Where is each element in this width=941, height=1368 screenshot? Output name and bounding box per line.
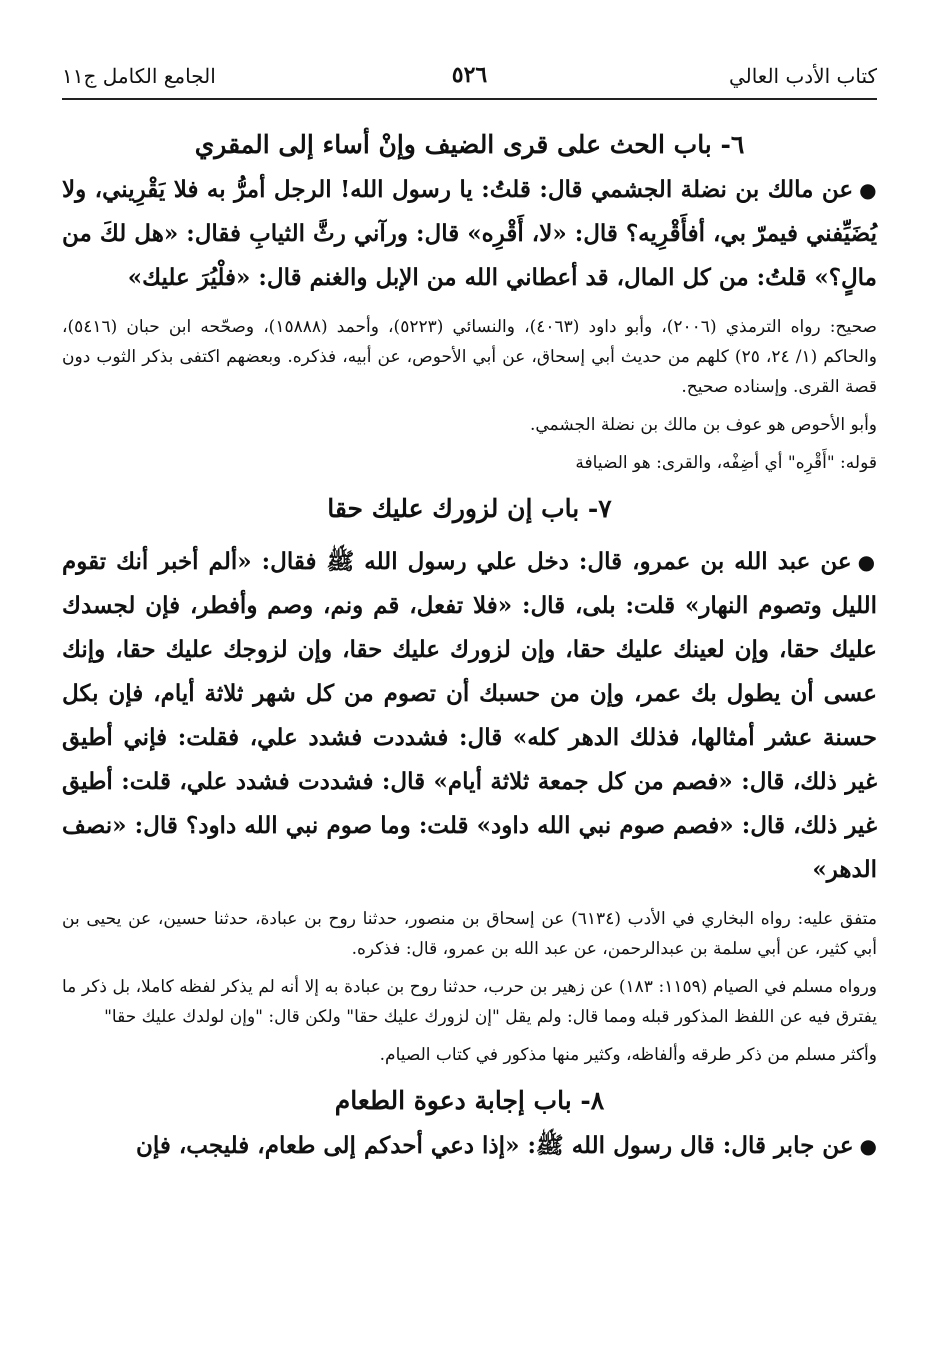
takhrij-note: ورواه مسلم في الصيام (١١٥٩: ١٨٣) عن زهير بن حرب، حدثنا روح بن عبادة به إلا أنه لم يذكر لفظه كاملا، بل ذكر ما يفترق فيه عن اللفظ المذكور قبله ومما قال: ولم يقل "إن لزورك عليك حقا" ولكن قال: "وإن لولدك عليك حقا" xyxy=(62,977,877,1027)
hadith-text xyxy=(62,540,877,892)
hadith-body: عن عبد الله بن عمرو، قال: دخل علي رسول الله ﷺ فقال: «ألم أخبر أنك تقوم الليل وتصوم النهار» قلت: بلى، قال: «فلا تفعل، قم ونم، وصم وأفطر، فإن لجسدك عليك حقا، وإن لعينك عليك حقا، وإن لزورك عليك حقا، وإن لزوجك عليك حقا، وإنك عسى أن يطول بك عمر، وإن من حسبك أن تصوم من كل شهر ثلاثة أيام، فإن بكل حسنة عشر أمثالها، فذلك الدهر كله» قال: فشددت فشدد علي، فقلت: فإني أطيق غير ذلك، قال: «فصم من كل جمعة ثلاثة أيام» قال: فشددت فشدد علي، قلت: أطيق غير ذلك، قال: «فصم صوم نبي الله داود» قلت: وما صوم نبي الله داود؟ قال: «نصف الدهر» xyxy=(62,548,877,883)
chapter-title: ٧- باب إن لزورك عليك حقا xyxy=(327,494,612,523)
narrator-note: وأبو الأحوص هو عوف بن مالك بن نضلة الجشمي. xyxy=(529,415,877,435)
hadith-body: عن جابر قال: قال رسول الله ﷺ: «إذا دعي أحدكم إلى طعام، فليجب، فإن xyxy=(135,1132,854,1159)
chapter-title: ٦- باب الحث على قرى الضيف وإنْ أساء إلى المقري xyxy=(194,130,745,159)
chapter-title: ٨- باب إجابة دعوة الطعام xyxy=(334,1086,605,1115)
page-content xyxy=(62,122,877,1168)
series-title: الجامع الكامل ج١١ xyxy=(62,64,216,88)
hadith-body: عن مالك بن نضلة الجشمي قال: قلتُ: يا رسول الله! الرجل أمرُّ به فلا يَقْرِيني، ولا يُضَيِّفني فيمرّ بي، أفأَقْرِيه؟ قال: «لا، أَقْرِه» قال: ورآني رثَّ الثيابِ فقال: «هل لكَ من مالٍ؟» قلتُ: من كل المال، قد أعطاني الله من الإبل والغنم قال: «فلْيُرَ عليك» xyxy=(62,176,877,291)
book-title: كتاب الأدب العالي xyxy=(728,64,877,88)
takhrij-note: وأكثر مسلم من ذكر طرقه وألفاظه، وكثير منها مذكور في كتاب الصيام. xyxy=(379,1045,877,1065)
takhrij-note: متفق عليه: رواه البخاري في الأدب (٦١٣٤) عن إسحاق بن منصور، حدثنا روح بن عبادة، حدثنا حسين، عن يحيى بن أبي كثير، عن أبي سلمة بن عبدالرحمن، عن عبد الله بن عمرو، قال: فذكره. xyxy=(62,909,878,959)
running-header xyxy=(62,58,877,100)
bullet-icon: ● xyxy=(857,550,877,574)
hadith-text xyxy=(62,168,877,300)
bullet-icon: ● xyxy=(859,1134,877,1158)
hadith-text xyxy=(62,1124,877,1168)
vocabulary-note: قوله: "أَقْرِه" أي أضِفْه، والقرى: هو الضيافة xyxy=(575,453,877,473)
page-number: ٥٢٦ xyxy=(451,62,488,88)
takhrij-note: صحيح: رواه الترمذي (٢٠٠٦)، وأبو داود (٤٠٦٣)، والنسائي (٥٢٢٣)، وأحمد (١٥٨٨٨)، وصحّحه ابن حبان (٥٤١٦)، والحاكم (١/ ٢٤، ٢٥) كلهم من حديث أبي إسحاق، عن أبي الأحوص، عن أبيه، فذكره. وبعضهم اكتفى بذكر الثوب دون قصة القرى. وإسناده صحيح. xyxy=(62,317,877,397)
bullet-icon: ● xyxy=(859,178,877,202)
